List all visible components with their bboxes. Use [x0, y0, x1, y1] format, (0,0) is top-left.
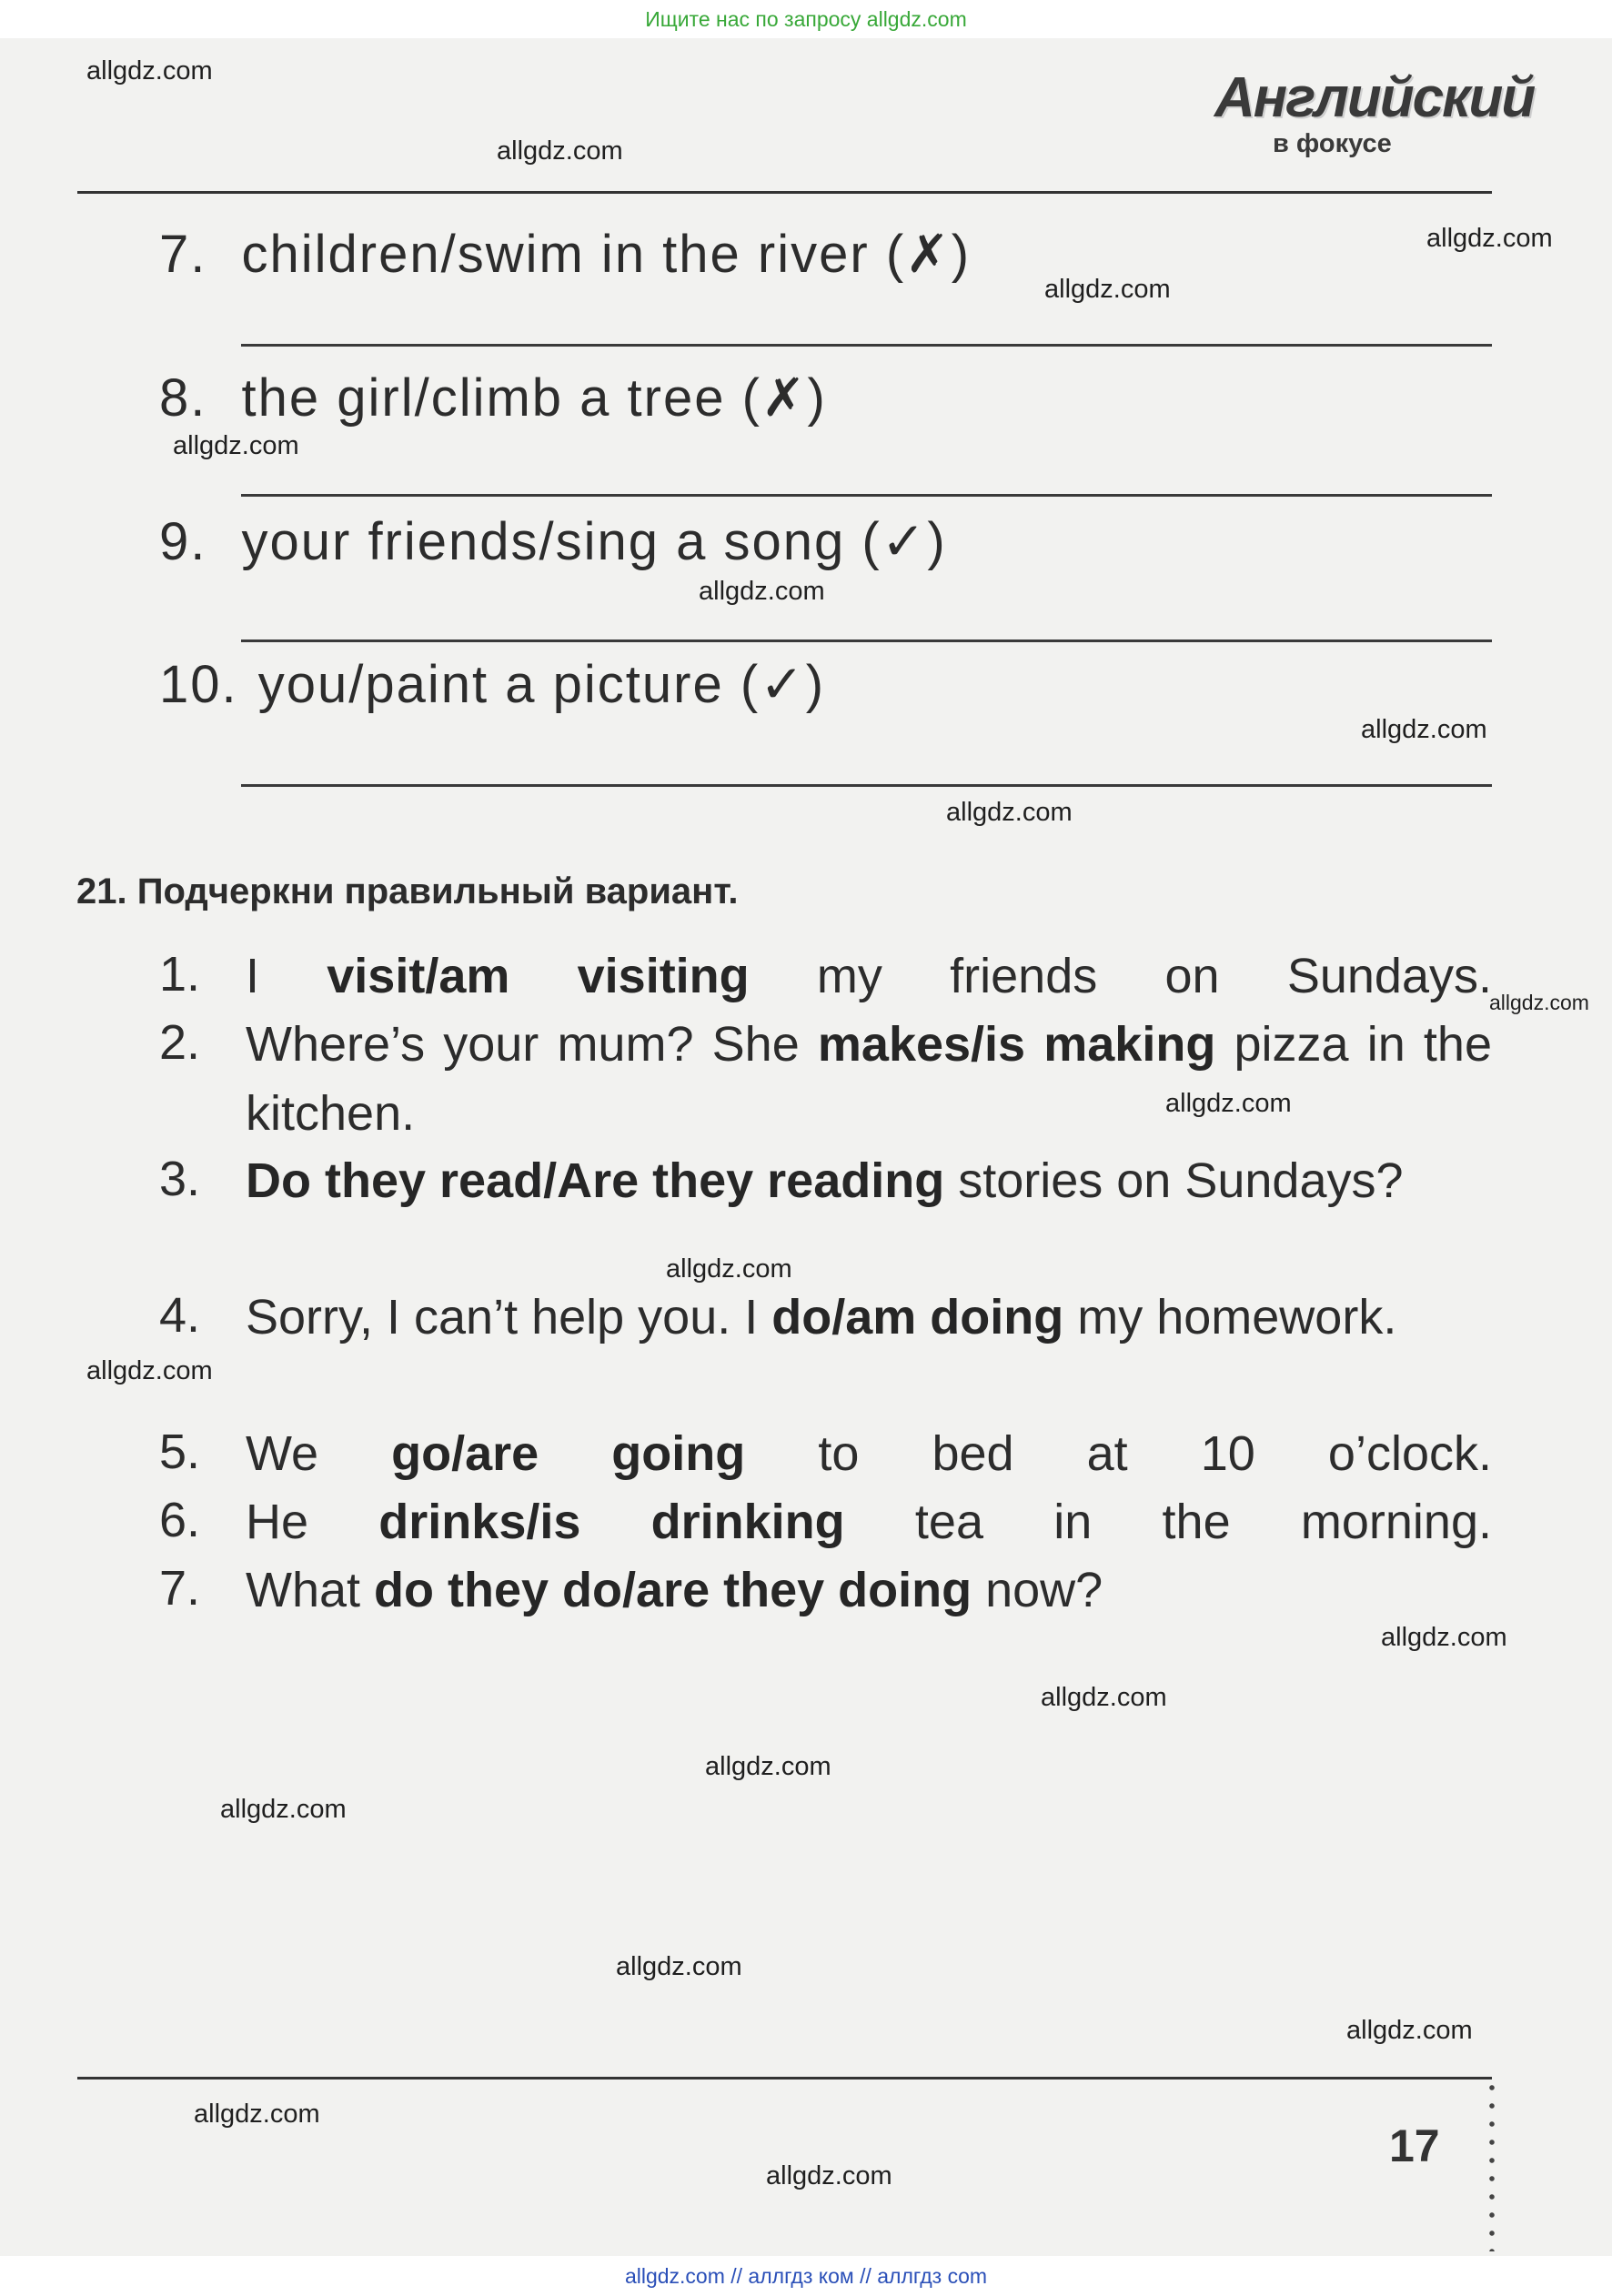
sentence-after: to bed at 10 o’clock. — [745, 1426, 1492, 1481]
exercise-item — [159, 653, 825, 715]
watermark: allgdz.com — [699, 577, 825, 606]
watermark: allgdz.com — [194, 2100, 320, 2129]
watermark: allgdz.com — [497, 136, 623, 166]
watermark: allgdz.com — [86, 1356, 213, 1385]
footer-rule — [77, 2077, 1492, 2079]
book-logo — [1214, 65, 1535, 175]
item-number: 8. — [159, 368, 207, 428]
logo-title: Английский — [1214, 66, 1535, 129]
item-number: 1. — [159, 947, 201, 1002]
sentence-item — [246, 1419, 1492, 1488]
sentence-item — [246, 1487, 1492, 1556]
logo-subtitle: в фокусе — [1273, 129, 1392, 158]
verb-choice: do they do/are they doing — [374, 1563, 972, 1617]
page-number: 17 — [1389, 2120, 1440, 2171]
sentence-after: now? — [972, 1563, 1103, 1617]
watermark: allgdz.com — [1426, 224, 1553, 253]
exercise-item — [159, 367, 827, 428]
watermark: allgdz.com — [705, 1752, 831, 1781]
watermark: allgdz.com — [666, 1254, 792, 1284]
sentence-before: Sorry, I can’t help you. I — [246, 1290, 772, 1344]
verb-choice: makes/is making — [817, 1017, 1216, 1072]
item-text: you/paint a picture (✓) — [257, 655, 826, 714]
verb-choice: drinks/is drinking — [378, 1495, 845, 1549]
watermark: allgdz.com — [946, 798, 1073, 827]
watermark: allgdz.com — [1361, 715, 1487, 744]
item-text: the girl/climb a tree (✗) — [241, 368, 827, 428]
exercise-item — [159, 510, 947, 572]
verb-choice: Do they read/Are they reading — [246, 1153, 945, 1208]
top-banner: Ищите нас по запросу allgdz.com — [0, 0, 1612, 38]
verb-choice: do/am doing — [771, 1290, 1064, 1344]
verb-choice: visit/am visiting — [327, 949, 750, 1003]
watermark: allgdz.com — [616, 1952, 742, 1981]
watermark: allgdz.com — [1381, 1623, 1507, 1652]
item-number: 5. — [159, 1425, 201, 1479]
sentence-before: Where’s your mum? She — [246, 1017, 818, 1072]
exercise-title: 21. Подчеркни правильный вариант. — [76, 871, 739, 911]
watermark: allgdz.com — [173, 431, 299, 460]
verb-choice: go/are going — [391, 1426, 746, 1481]
watermark: allgdz.com — [1346, 2016, 1473, 2045]
item-number: 6. — [159, 1493, 201, 1547]
sentence-before: I — [246, 949, 327, 1003]
header-rule — [77, 191, 1492, 194]
answer-line — [241, 494, 1492, 497]
sentence-item — [246, 1010, 1492, 1148]
watermark: allgdz.com — [220, 1795, 347, 1824]
sentence-before: What — [246, 1563, 375, 1617]
item-number: 7. — [159, 225, 207, 284]
sentence-item — [246, 1146, 1492, 1215]
bottom-banner: allgdz.com // аллгдз ком // аллгдз com — [0, 2256, 1612, 2296]
item-number: 7. — [159, 1561, 201, 1616]
sentence-item — [246, 1283, 1492, 1352]
answer-line — [241, 784, 1492, 787]
item-number: 10. — [159, 655, 238, 714]
watermark: allgdz.com — [1044, 275, 1171, 304]
margin-dots — [1488, 2079, 1496, 2251]
answer-line — [241, 639, 1492, 642]
sentence-after: pizza in the kitchen. — [246, 1017, 1492, 1141]
exercise-item — [159, 223, 971, 285]
item-number: 2. — [159, 1015, 201, 1070]
watermark: allgdz.com — [1489, 991, 1589, 1014]
sentence-item — [246, 942, 1492, 1011]
watermark: allgdz.com — [1041, 1683, 1167, 1712]
item-text: children/swim in the river (✗) — [241, 225, 972, 284]
item-number: 3. — [159, 1152, 201, 1206]
sentence-after: stories on Sundays? — [944, 1153, 1404, 1208]
sentence-before: He — [246, 1495, 379, 1549]
sentence-after: my friends on Sundays. — [749, 949, 1492, 1003]
sentence-item — [246, 1556, 1492, 1625]
sentence-after: tea in the morning. — [844, 1495, 1492, 1549]
sentence-before: We — [246, 1426, 392, 1481]
watermark: allgdz.com — [766, 2161, 892, 2190]
item-number: 9. — [159, 512, 207, 571]
answer-line — [241, 344, 1492, 347]
watermark: allgdz.com — [86, 56, 213, 86]
item-number: 4. — [159, 1288, 201, 1343]
item-text: your friends/sing a song (✓) — [241, 512, 947, 571]
sentence-after: my homework. — [1063, 1290, 1397, 1344]
watermark: allgdz.com — [1165, 1089, 1292, 1118]
